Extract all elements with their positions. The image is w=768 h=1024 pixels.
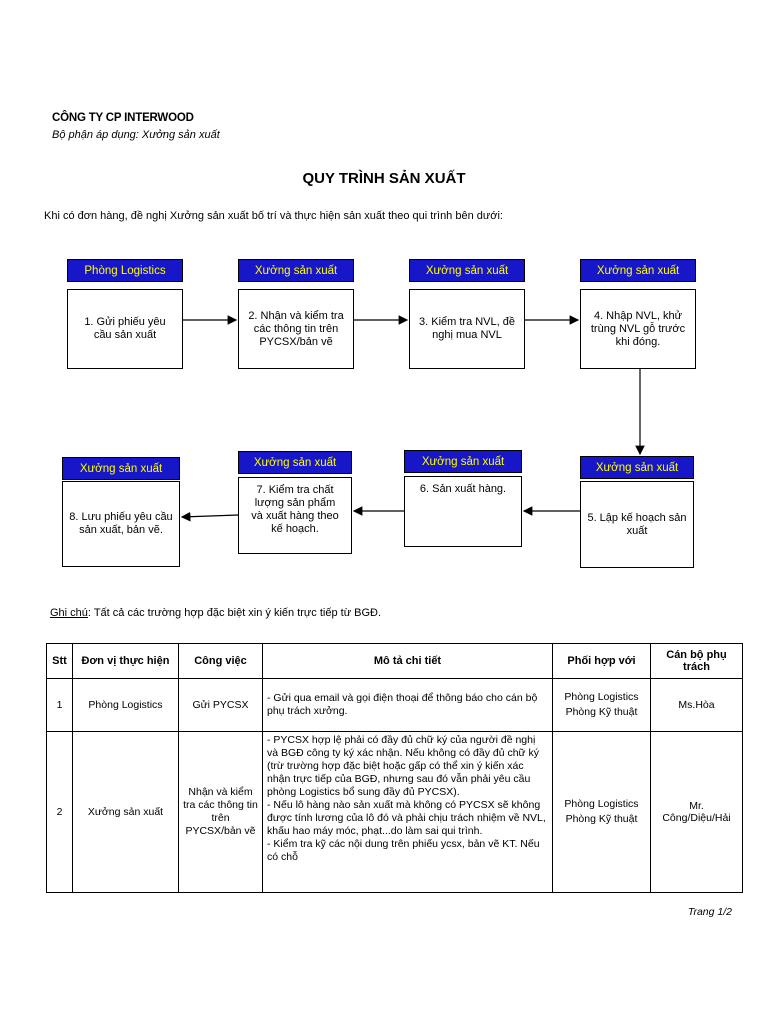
step-8-box: 8. Lưu phiếu yêu cầu sản xuất, bản vẽ. [62,481,180,567]
page-number: Trang 1/2 [687,906,732,918]
col-header-task: Công việc [179,644,263,679]
cell-coop: Phòng Logistics Phòng Kỹ thuật [553,679,651,732]
note-line [50,607,381,619]
col-header-unit: Đơn vị thực hiện [73,644,179,679]
col-header-coop: Phối hợp với [553,644,651,679]
note-text: : Tất cả các trường hợp đặc biệt xin ý kiến trực tiếp từ BGĐ. [87,607,382,619]
document-title: QUY TRÌNH SẢN XUẤT [302,170,466,187]
step-7-box: 7. Kiểm tra chất lượng sản phẩm và xuất hàng theo kế hoạch. [238,477,352,554]
company-name: CÔNG TY CP INTERWOOD [52,112,194,124]
col-header-desc: Mô tả chi tiết [263,644,553,679]
step-2-department: Xưởng sản xuất [238,259,354,282]
col-header-owner: Cán bộ phụ trách [651,644,743,679]
arrow-7-8 [182,515,238,517]
cell-desc: - Gửi qua email và gọi điện thoại để thông báo cho cán bộ phụ trách xưởng. [263,679,553,732]
step-6-box: 6. Sản xuất hàng. [404,476,522,547]
cell-task: Gửi PYCSX [179,679,263,732]
step-1-department: Phòng Logistics [67,259,183,282]
cell-unit: Xưởng sản xuất [73,732,179,893]
table-row [47,732,743,893]
step-5-department: Xưởng sản xuất [580,456,694,479]
step-1-box: 1. Gửi phiếu yêu cầu sản xuất [67,289,183,369]
step-3-department: Xưởng sản xuất [409,259,525,282]
intro-text: Khi có đơn hàng, đề nghị Xưởng sản xuất bố trí và thực hiện sản xuất theo qui trình bên dưới: [44,210,503,222]
step-2-box: 2. Nhận và kiểm tra các thông tin trên PYCSX/bản vẽ [238,289,354,369]
step-7-department: Xưởng sản xuất [238,451,352,474]
table-row [47,679,743,732]
cell-owner: Mr. Công/Diệu/Hải [651,732,743,893]
cell-desc: - PYCSX hợp lệ phải có đầy đủ chữ ký của người đề nghị và BGĐ công ty ký xác nhận. Nếu không có đầy đủ chữ ký (trừ trường hợp đặc biệt hoặc gấp có thể xin ý kiến xác nhận trực tiếp của BGĐ, nhưng sau đó vẫn phải yêu cầu phòng Logistics bổ sung đầy đủ PYCSX). - Nếu lô hàng nào sản xuất mà không có PYCSX sẽ không được tính lương của lô đó và phải chịu trách nhiệm về NVL, khấu hao máy móc, phạt...do làm sai qui trình. - Kiểm tra kỹ các nội dung trên phiếu ycsx, bản vẽ KT. Nếu có chỗ [263,732,553,893]
cell-stt: 2 [47,732,73,893]
procedure-table [46,643,743,893]
cell-unit: Phòng Logistics [73,679,179,732]
cell-task: Nhận và kiểm tra các thông tin trên PYCSX/bản vẽ [179,732,263,893]
step-3-box: 3. Kiểm tra NVL, đề nghị mua NVL [409,289,525,369]
step-4-department: Xưởng sản xuất [580,259,696,282]
step-4-box: 4. Nhập NVL, khử trùng NVL gỗ trước khi đóng. [580,289,696,369]
cell-coop: Phòng Logistics Phòng Kỹ thuật [553,732,651,893]
table-header-row [47,644,743,679]
step-5-box: 5. Lập kế hoạch sản xuất [580,481,694,568]
note-label: Ghi chú [50,607,88,619]
step-6-department: Xưởng sản xuất [404,450,522,473]
col-header-stt: Stt [47,644,73,679]
cell-stt: 1 [47,679,73,732]
department-line: Bộ phận áp dụng: Xưởng sản xuất [52,129,220,141]
step-8-department: Xưởng sản xuất [62,457,180,480]
cell-owner: Ms.Hòa [651,679,743,732]
